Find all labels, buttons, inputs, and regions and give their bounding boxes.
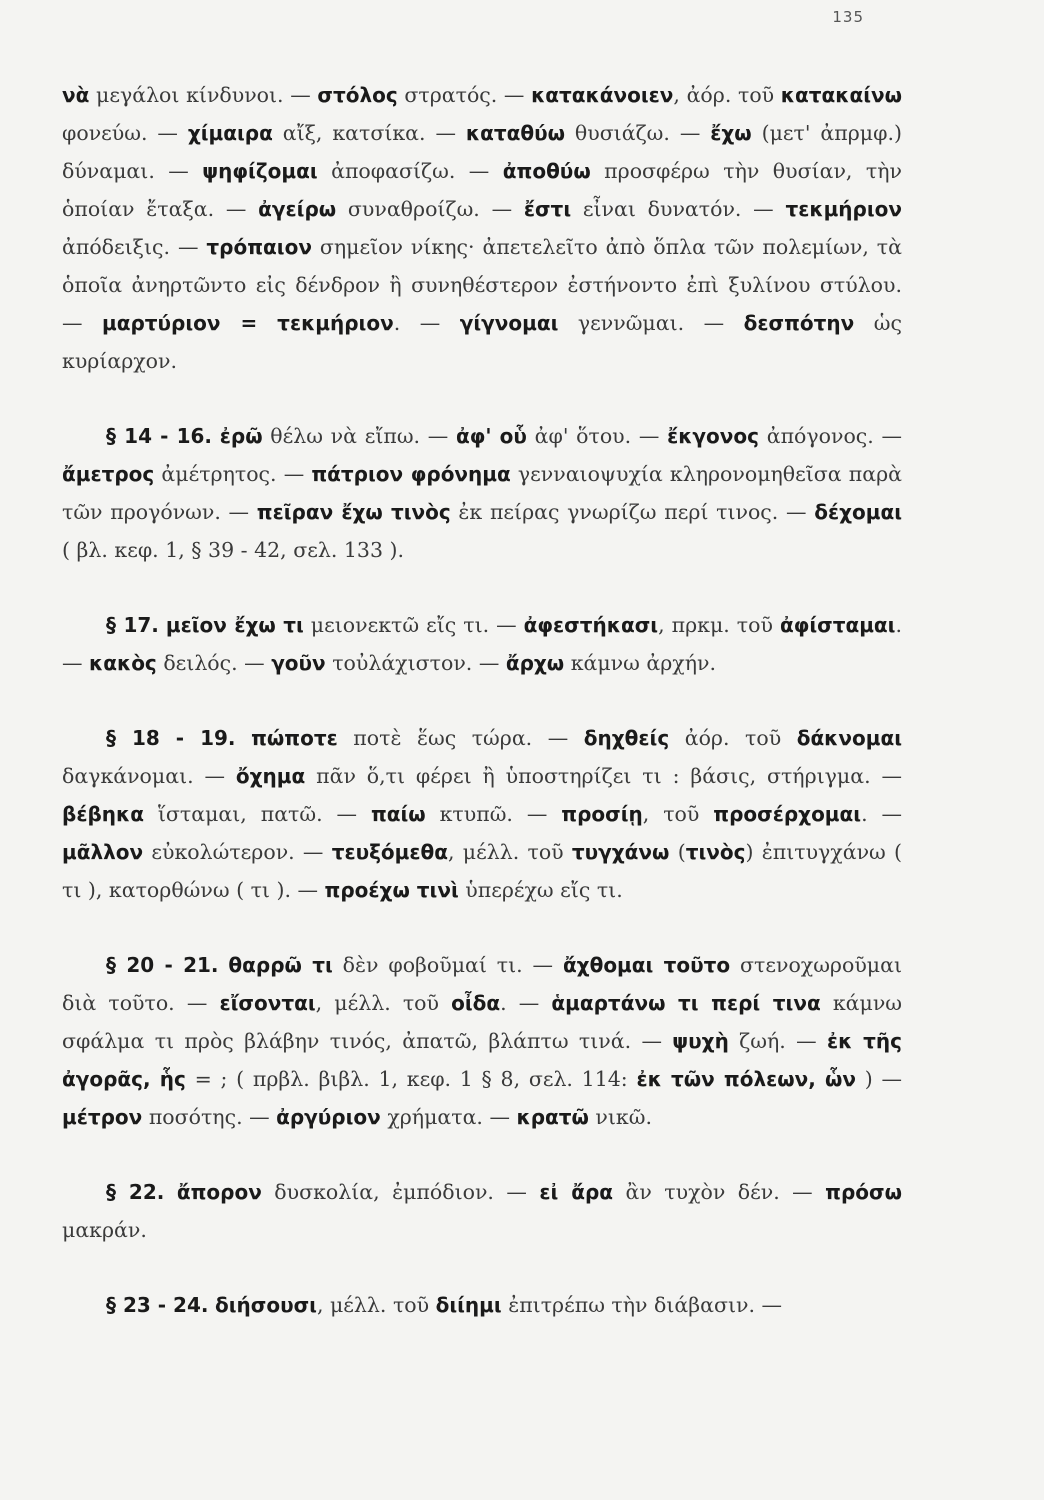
headword: μᾶλλον [62, 840, 144, 864]
headword: ἀφεστήκασι [523, 613, 659, 637]
headword: τευξόμεθα [331, 840, 448, 864]
gloss-text: ἐκ πείρας γνωρίζω περί τινος. — [450, 500, 815, 524]
headword: ἄχθομαι τοῦτο [562, 953, 731, 977]
gloss-text: εὐκολώτερον. — [143, 840, 332, 864]
gloss-text: δειλός. — [156, 651, 272, 675]
gloss-text: θέλω νὰ εἴπω. — [262, 424, 456, 448]
gloss-text: ποτὲ ἕως τώρα. — [337, 726, 584, 750]
gloss-text: εἶναι δυνατόν. — [571, 197, 786, 221]
headword: ἐκ τῆς ἀγορᾶς, ἧς [62, 1029, 902, 1091]
headword: θαρρῶ τι [228, 953, 333, 977]
headword: ἐρῶ [219, 424, 263, 448]
headword: ἔχω [710, 121, 752, 145]
gloss-text: , ἀόρ. τοῦ [673, 83, 781, 107]
headword: δηχθείς [583, 726, 670, 750]
headword: ἄπορον [176, 1180, 262, 1204]
gloss-text: ἂν τυχὸν δέν. — [613, 1180, 826, 1204]
headword: τρόπαιον [206, 235, 312, 259]
headword: προσέρχομαι [713, 802, 862, 826]
gloss-text: ἀόρ. τοῦ [669, 726, 797, 750]
headword: κρατῶ [516, 1105, 589, 1129]
headword: ἐκ τῶν πόλεων, ὧν [636, 1067, 857, 1091]
headword: παίω [370, 802, 426, 826]
gloss-text: μακράν. [62, 1218, 147, 1242]
headword: καταθύω [465, 121, 565, 145]
headword: δέχομαι [814, 500, 902, 524]
headword: ἁμαρτάνω τι περί τινα [551, 991, 821, 1015]
headword: μέτρον [62, 1105, 143, 1129]
headword: γίγνομαι [459, 311, 559, 335]
gloss-text: ἀποφασίζω. — [317, 159, 503, 183]
paragraph [62, 76, 902, 380]
headword: ἔστι [523, 197, 572, 221]
section-number: § 18 - 19. [106, 726, 236, 750]
headword: χίμαιρα [187, 121, 273, 145]
gloss-text: στρατός. — [397, 83, 532, 107]
headword: δεσπότην [743, 311, 855, 335]
headword: πάτριον φρόνημα [311, 462, 511, 486]
gloss-text: ) ἐπιτυγχάνω ( τι ), κατορθώνω ( τι ). — [62, 840, 903, 902]
gloss-text: . — [62, 613, 902, 675]
gloss-text: ἀμέτρητος. — [154, 462, 312, 486]
page-number: 135 [832, 8, 864, 26]
headword: γοῦν [271, 651, 326, 675]
gloss-text: ( βλ. κεφ. 1, § 39 - 42, σελ. 133 ). [62, 538, 405, 562]
paragraph [62, 606, 902, 682]
headword: ἀφίσταμαι [779, 613, 896, 637]
gloss-text: . — [500, 991, 552, 1015]
gloss-text: = ; ( πρβλ. βιβλ. 1, κεφ. 1 § 8, σελ. 114: [185, 1067, 637, 1091]
gloss-text: γεννῶμαι. — [558, 311, 744, 335]
gloss-text: ποσότης. — [142, 1105, 277, 1129]
headword: ψυχὴ [672, 1029, 729, 1053]
section-number: § 17. [106, 613, 159, 637]
gloss-text: κάμνω σφάλμα τι πρὸς βλάβην τινός, ἀπατῶ, βλάπτω τινά. — [62, 991, 903, 1053]
gloss-text: δὲν φοβοῦμαί τι. — [332, 953, 563, 977]
headword: πρόσω [825, 1180, 902, 1204]
gloss-text: συναθροίζω. — [336, 197, 524, 221]
headword: ἀργύριον [276, 1105, 381, 1129]
gloss-text: , πρκμ. τοῦ [658, 613, 780, 637]
headword: διίημι [435, 1293, 502, 1317]
gloss-text: ( [669, 840, 686, 864]
headword: εἰ ἄρα [539, 1180, 614, 1204]
section-number: § 14 - 16. [106, 424, 213, 448]
headword: ἀγείρω [258, 197, 337, 221]
headword: πώποτε [251, 726, 338, 750]
section-number: § 22. [106, 1180, 165, 1204]
headword: κατακάνοιεν [531, 83, 674, 107]
gloss-text: πᾶν ὅ,τι φέρει ἢ ὑποστηρίζει τι : βάσις, στήριγμα. — [305, 764, 902, 788]
gloss-text: τοὐλάχιστον. — [325, 651, 506, 675]
gloss-text: κτυπῶ. — [425, 802, 562, 826]
headword: κακὸς [89, 651, 157, 675]
section-number: § 23 - 24. [106, 1293, 209, 1317]
gloss-text: δυσκολία, ἐμπόδιον. — [261, 1180, 540, 1204]
section-number: § 20 - 21. [106, 953, 219, 977]
gloss-text: , τοῦ [642, 802, 714, 826]
headword: ἀφ' οὗ [455, 424, 527, 448]
gloss-text: προσφέρω τὴν θυσίαν, τὴν ὁποίαν ἔταξα. — [62, 159, 902, 221]
gloss-text: νικῶ. [588, 1105, 652, 1129]
headword: εἴσονται [219, 991, 316, 1015]
paragraph [62, 946, 902, 1136]
gloss-text: θυσιάζω. — [564, 121, 711, 145]
gloss-text: ζωή. — [728, 1029, 827, 1053]
gloss-text: . — [393, 311, 460, 335]
gloss-text: αἴξ, κατσίκα. — [272, 121, 466, 145]
gloss-text: σημεῖον νίκης· ἀπετελεῖτο ἀπὸ ὅπλα τῶν πολεμίων, τὰ ὁποῖα ἀνηρτῶντο εἰς δένδρον ἢ συνηθέστερον ἐστήνοντο ἐπὶ ξυλίνου στύλου. — [62, 235, 902, 335]
gloss-text: ἀφ' ὅτου. — [526, 424, 668, 448]
gloss-text: (μετ' ἀπρμφ.) δύναμαι. — [62, 121, 902, 183]
paragraph [62, 719, 902, 909]
gloss-text: γενναιοψυχία κληρονομηθεῖσα παρὰ τῶν προγόνων. — [62, 462, 902, 524]
gloss-text: ὡς κυρίαρχον. [62, 311, 902, 373]
gloss-text: ἐπιτρέπω τὴν διάβασιν. — [501, 1293, 782, 1317]
headword: μαρτύριον = τεκμήριον [102, 311, 394, 335]
gloss-text: κάμνω ἀρχήν. [564, 651, 716, 675]
headword: προσίῃ [561, 802, 643, 826]
gloss-text: φονεύω. — [62, 121, 188, 145]
headword: τινὸς [685, 840, 746, 864]
gloss-text: , μέλλ. τοῦ [316, 1293, 436, 1317]
gloss-text: ) — [856, 1067, 903, 1091]
paragraph [62, 1173, 902, 1249]
gloss-text: δαγκάνομαι. — [62, 764, 236, 788]
gloss-text: ἀπόδειξις. — [62, 235, 207, 259]
gloss-text: μεγάλοι κίνδυνοι. — [89, 83, 318, 107]
paragraph [62, 1286, 902, 1324]
headword: τυγχάνω [571, 840, 670, 864]
headword: βέβηκα [62, 802, 144, 826]
gloss-text: ἵσταμαι, πατῶ. — [143, 802, 371, 826]
paragraph [62, 417, 902, 569]
headword: ἀποθύω [502, 159, 591, 183]
gloss-text: μειονεκτῶ εἴς τι. — [303, 613, 524, 637]
headword: μεῖον ἔχω τι [165, 613, 304, 637]
glossary-body [62, 76, 902, 1324]
gloss-text: , μέλλ. τοῦ [315, 991, 452, 1015]
headword: ὄχημα [235, 764, 306, 788]
gloss-text: στενοχωροῦμαι διὰ τοῦτο. — [62, 953, 902, 1015]
headword: ἄρχω [505, 651, 565, 675]
headword: ἄμετρος [62, 462, 155, 486]
gloss-text: , μέλλ. τοῦ [448, 840, 572, 864]
headword: κατακαίνω [780, 83, 902, 107]
headword: στόλος [317, 83, 398, 107]
gloss-text: ὑπερέχω εἴς τι. [458, 878, 623, 902]
gloss-text: . — [861, 802, 902, 826]
headword: προέχω τινὶ [324, 878, 459, 902]
headword: ψηφίζομαι [202, 159, 318, 183]
headword: δάκνομαι [796, 726, 903, 750]
headword: ἔκγονος [667, 424, 760, 448]
gloss-text: χρήματα. — [380, 1105, 517, 1129]
headword: οἶδα [451, 991, 501, 1015]
headword: διήσουσι [214, 1293, 317, 1317]
headword: νὰ [62, 83, 90, 107]
headword: πεῖραν ἔχω τινὸς [256, 500, 451, 524]
headword: τεκμήριον [785, 197, 903, 221]
gloss-text: ἀπόγονος. — [759, 424, 902, 448]
